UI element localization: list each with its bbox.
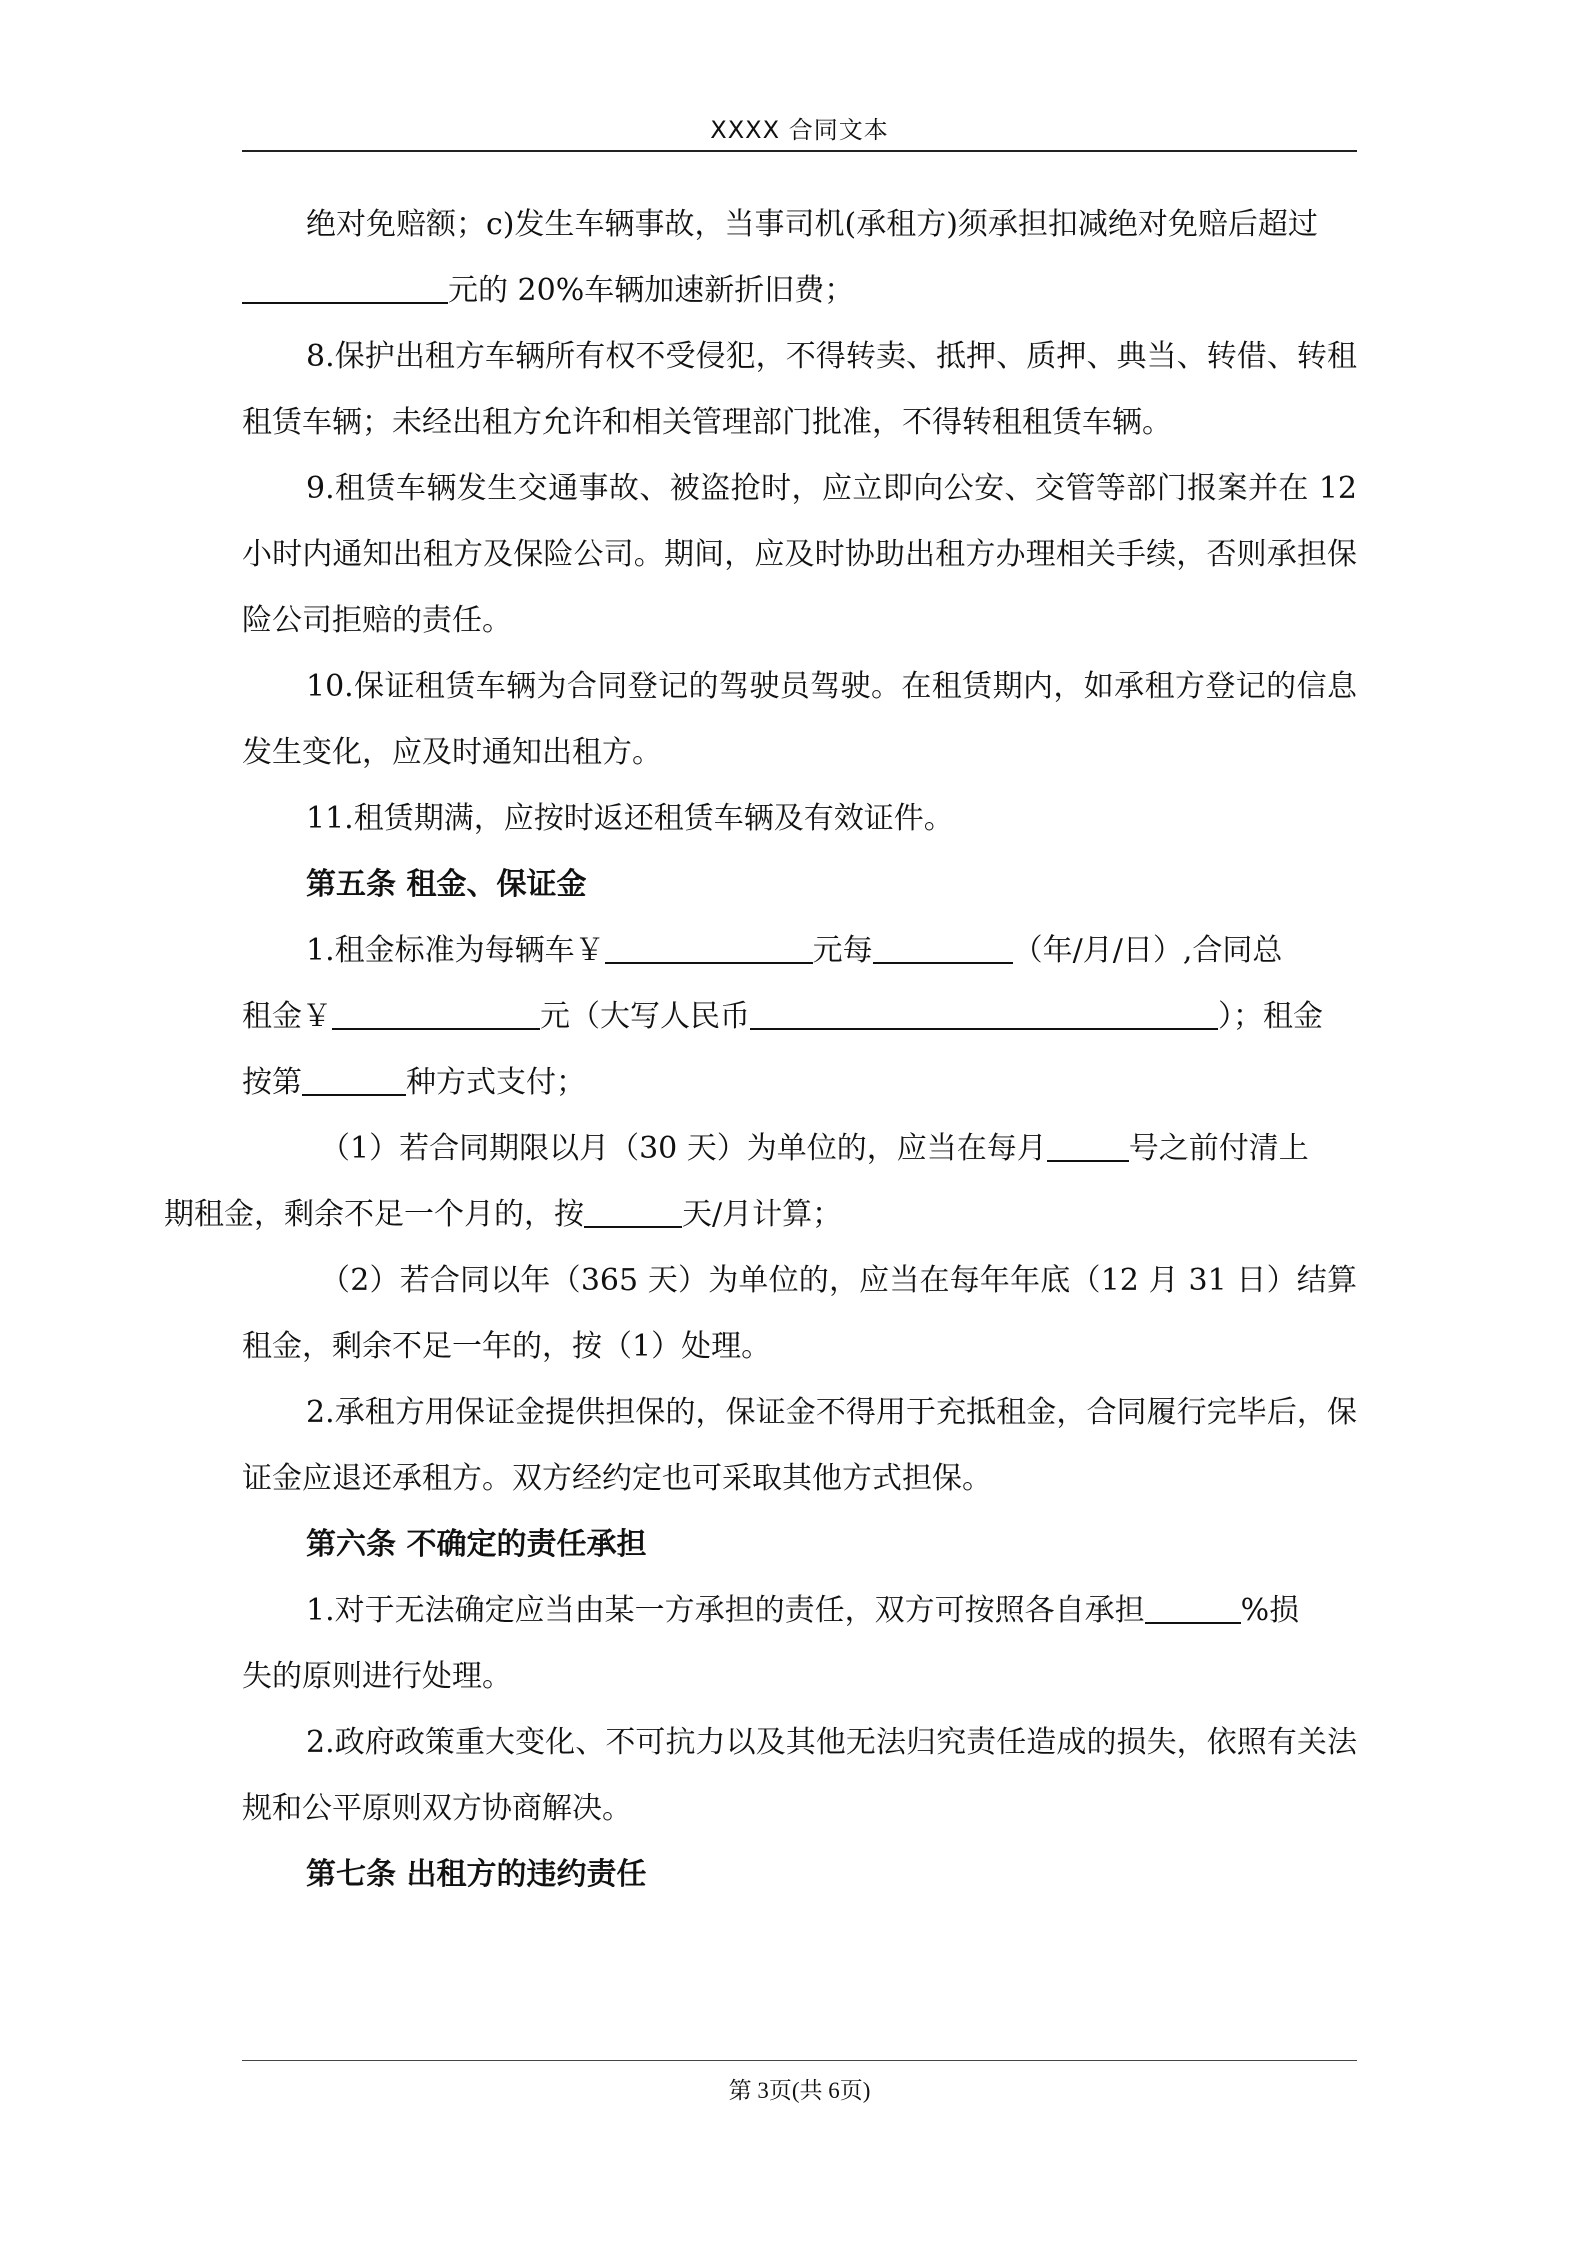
blank-field[interactable] [873, 932, 1013, 964]
rent-clause-1 [242, 918, 1357, 1116]
header-divider [242, 150, 1357, 152]
text: 按第 [242, 1065, 302, 1100]
text: 天/月计算； [682, 1197, 843, 1232]
text: （1）若合同期限以月（30 天）为单位的，应当在每月 [320, 1131, 1047, 1166]
text: 失的原则进行处理。 [242, 1659, 512, 1694]
footer-divider [242, 2060, 1357, 2061]
text: 绝对免赔额；c)发生车辆事故，当事司机(承租方)须承担扣减绝对免赔后超过 [306, 207, 1318, 242]
paragraph-deductible [242, 192, 1357, 324]
blank-field[interactable] [605, 932, 813, 964]
liability-clause-1 [242, 1578, 1357, 1710]
text: 1.对于无法确定应当由某一方承担的责任，双方可按照各自承担 [306, 1593, 1145, 1628]
rent-clause-2: 2.承租方用保证金提供担保的，保证金不得用于充抵租金，合同履行完毕后，保证金应退还承租方。双方经约定也可采取其他方式担保。 [242, 1395, 1357, 1496]
page-number: 第 3页(共 6页) [728, 2078, 871, 2103]
blank-field[interactable] [332, 998, 540, 1030]
rent-clause-1-2: （2）若合同以年（365 天）为单位的，应当在每年年底（12 月 31 日）结算租金，剩余不足一年的，按（1）处理。 [242, 1263, 1357, 1364]
section-heading-6: 第六条 不确定的责任承担 [306, 1527, 647, 1562]
text-line [164, 1182, 842, 1248]
text: %损 [1240, 1593, 1300, 1628]
text: 期租金，剩余不足一个月的，按 [164, 1197, 584, 1232]
text: 租金￥ [242, 999, 332, 1034]
rent-clause-1-1 [164, 1116, 1357, 1248]
clause-11: 11.租赁期满，应按时返还租赁车辆及有效证件。 [306, 801, 954, 836]
text: （年/月/日）,合同总 [1012, 933, 1283, 968]
document-body [164, 192, 1357, 1908]
blank-field[interactable] [1047, 1130, 1129, 1162]
text: 元的 20%车辆加速新折旧费； [448, 273, 855, 308]
clause-8: 8.保护出租方车辆所有权不受侵犯，不得转卖、抵押、质押、典当、转借、转租租赁车辆；未经出租方允许和相关管理部门批准，不得转租租赁车辆。 [242, 339, 1357, 440]
blank-field[interactable] [1145, 1592, 1241, 1624]
text: 1.租金标准为每辆车￥ [306, 933, 605, 968]
blank-field[interactable] [750, 998, 1218, 1030]
section-heading-5: 第五条 租金、保证金 [306, 867, 587, 902]
liability-clause-2: 2.政府政策重大变化、不可抗力以及其他无法归究责任造成的损失，依照有关法规和公平原则双方协商解决。 [242, 1725, 1357, 1826]
blank-field[interactable] [302, 1064, 406, 1096]
section-heading-7: 第七条 出租方的违约责任 [306, 1857, 647, 1892]
text: 元每 [812, 933, 873, 968]
text: 种方式支付； [406, 1065, 586, 1100]
page-header: XXXX 合同文本 [710, 116, 889, 144]
blank-field[interactable] [242, 272, 448, 304]
blank-field[interactable] [584, 1196, 682, 1228]
text-line [178, 1644, 512, 1710]
text: 号之前付清上 [1128, 1131, 1309, 1166]
text: 元（大写人民币 [540, 999, 750, 1034]
clause-9: 9.租赁车辆发生交通事故、被盗抢时，应立即向公安、交管等部门报案并在 12 小时内通知出租方及保险公司。期间，应及时协助出租方办理相关手续，否则承担保险公司拒赔的责任。 [242, 471, 1357, 638]
text: ）；租金 [1218, 999, 1323, 1034]
clause-10: 10.保证租赁车辆为合同登记的驾驶员驾驶。在租赁期内，如承租方登记的信息发生变化，应及时通知出租方。 [242, 669, 1357, 770]
